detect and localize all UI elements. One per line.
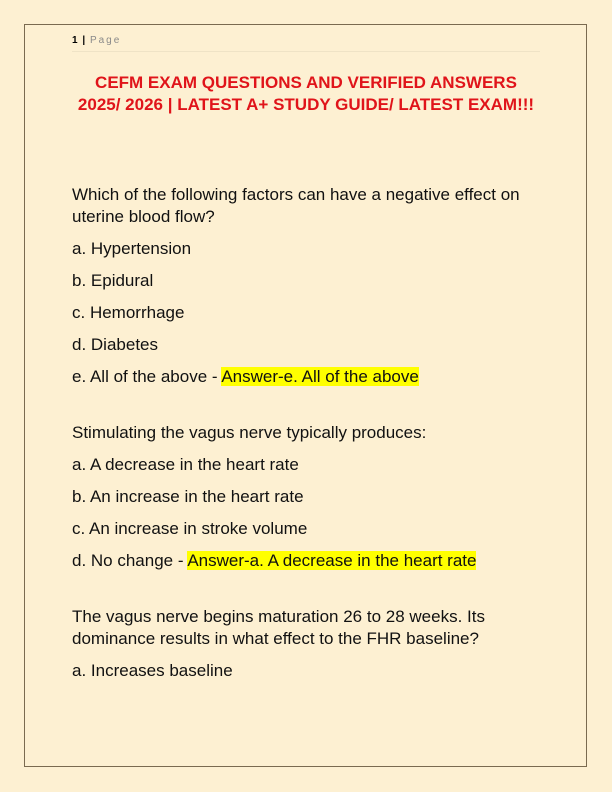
page-label: Page xyxy=(89,35,122,46)
option: b. Epidural xyxy=(72,271,154,290)
answer-highlight: Answer-a. A decrease in the heart rate xyxy=(187,551,477,570)
option: d. Diabetes xyxy=(72,335,158,354)
option-text: d. No change - xyxy=(72,551,188,570)
answer-highlight: Answer-e. All of the above xyxy=(221,367,419,386)
option: c. An increase in stroke volume xyxy=(72,519,308,538)
option-with-answer xyxy=(72,550,542,572)
document-title: CEFM EXAM QUESTIONS AND VERIFIED ANSWERS 2025/ 2026 | LATEST A+ STUDY GUIDE/ LATEST EXAM!!! xyxy=(77,73,535,114)
question-2: Stimulating the vagus nerve typically produces: xyxy=(72,423,427,442)
option-with-answer xyxy=(72,366,542,388)
page-number: 1 xyxy=(72,35,78,46)
option: a. A decrease in the heart rate xyxy=(72,455,299,474)
page-header xyxy=(72,35,540,52)
option-text: e. All of the above - xyxy=(72,367,222,386)
option: a. Increases baseline xyxy=(72,661,233,680)
document-content xyxy=(72,184,542,692)
option: b. An increase in the heart rate xyxy=(72,487,304,506)
option: a. Hypertension xyxy=(72,239,192,258)
header-separator: | xyxy=(82,35,86,46)
option: c. Hemorrhage xyxy=(72,303,185,322)
question-1: Which of the following factors can have a negative effect on uterine blood flow? xyxy=(72,185,520,226)
question-3: The vagus nerve begins maturation 26 to 28 weeks. Its dominance results in what effect to the FHR baseline? xyxy=(72,607,485,648)
